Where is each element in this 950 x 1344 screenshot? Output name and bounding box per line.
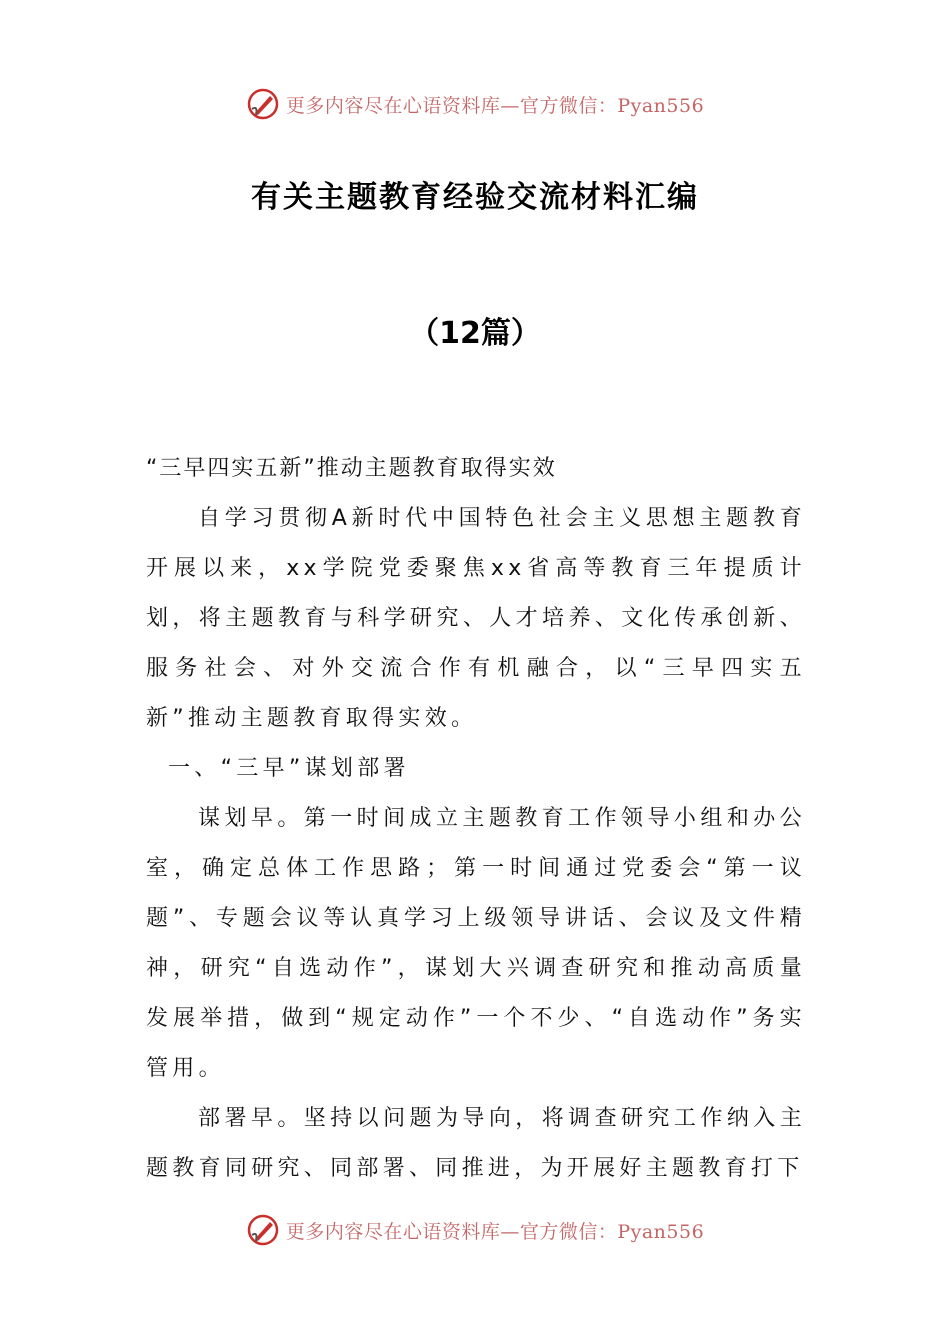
paragraph: 自学习贯彻A新时代中国特色社会主义思想主题教育开展以来，xx学院党委聚焦xx省高等教育三年提质计划，将主题教育与科学研究、人才培养、文化传承创新、服务社会、对外交流合作有机融合，以“三早四实五新”推动主题教育取得实效。	[146, 506, 806, 731]
watermark-text: 更多内容尽在心语资料库—官方微信：Pyan556	[285, 94, 705, 117]
watermark-text: 更多内容尽在心语资料库—官方微信：Pyan556	[285, 1220, 705, 1243]
watermark-banner-top	[0, 84, 950, 124]
section-heading: 一、“三早”谋划部署	[168, 756, 410, 781]
pen-logo-icon	[246, 1213, 280, 1247]
pen-logo-icon	[246, 87, 280, 121]
paragraph: 部署早。坚持以问题为导向，将调查研究工作纳入主题教育同研究、同部署、同推进，为开展好主题教育打下	[146, 1106, 806, 1181]
watermark-banner-bottom	[0, 1210, 950, 1250]
document-subtitle: （12篇）	[409, 316, 541, 351]
document-body	[146, 444, 806, 1194]
document-title: 有关主题教育经验交流材料汇编	[251, 180, 699, 215]
paragraph: 谋划早。第一时间成立主题教育工作领导小组和办公室，确定总体工作思路；第一时间通过党委会“第一议题”、专题会议等认真学习上级领导讲话、会议及文件精神，研究“自选动作”，谋划大兴调查研究和推动高质量发展举措，做到“规定动作”一个不少、“自选动作”务实管用。	[146, 806, 806, 1081]
article-heading: “三早四实五新”推动主题教育取得实效	[146, 456, 557, 481]
